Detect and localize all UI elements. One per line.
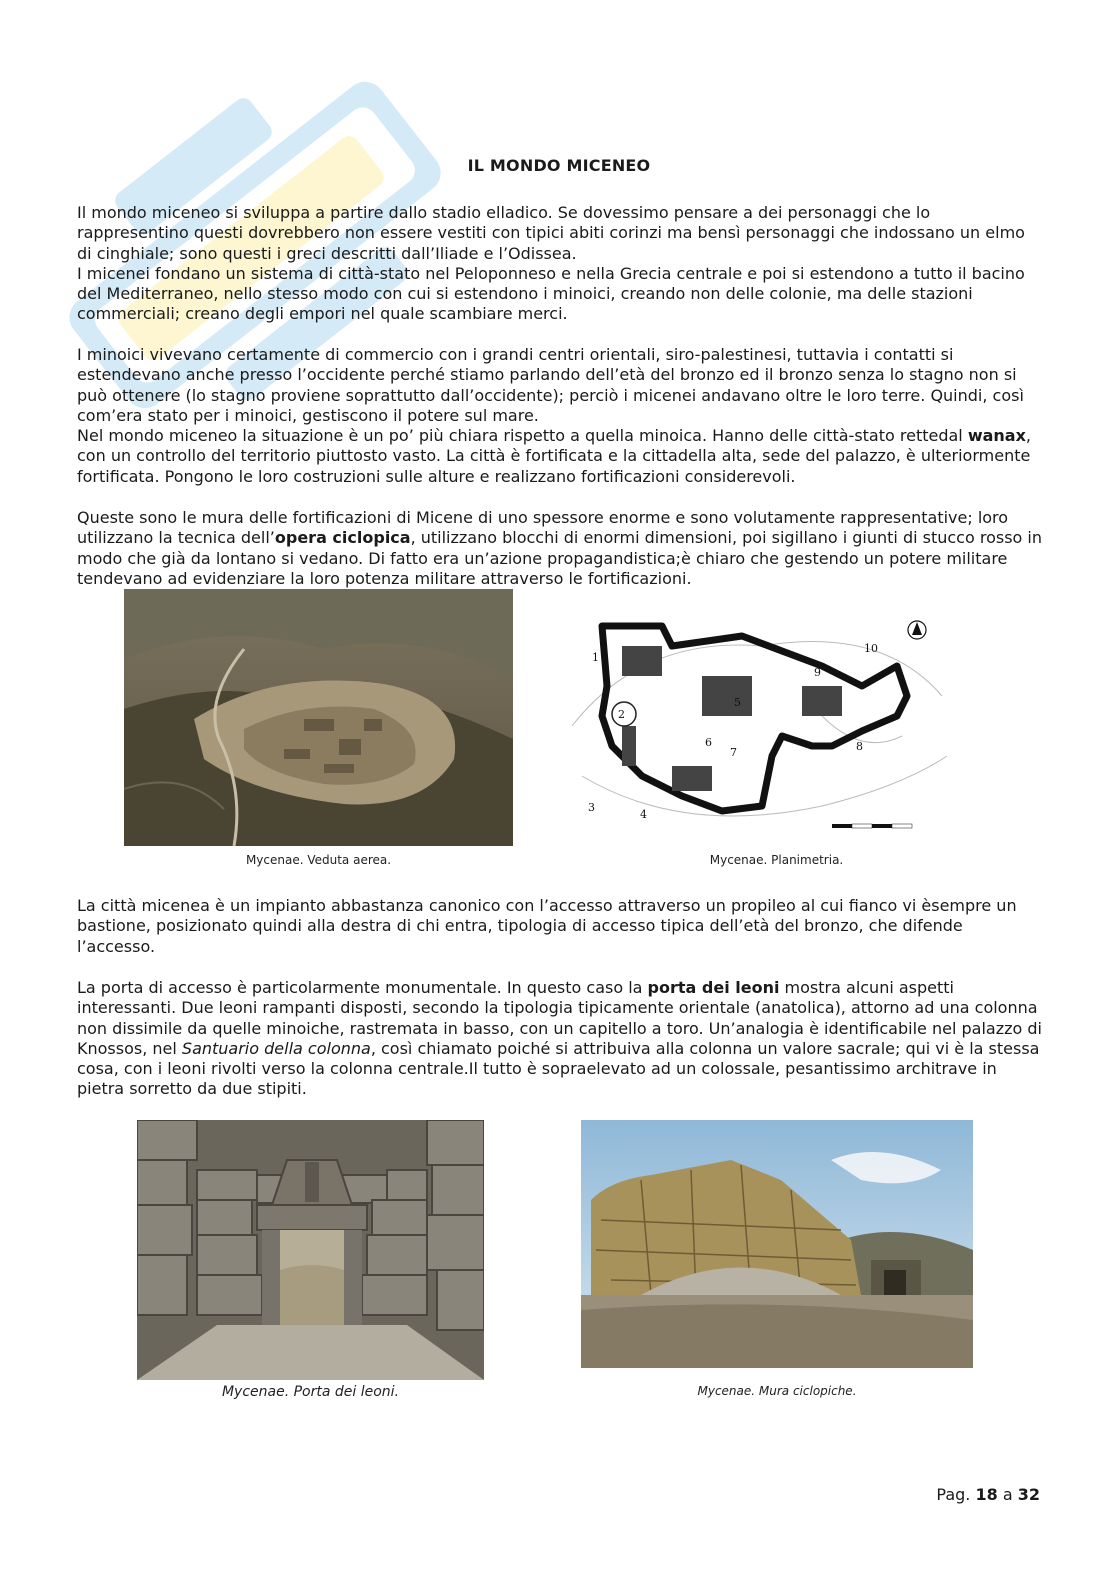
plan-number-3: 3 bbox=[588, 801, 595, 814]
paragraph-intro bbox=[77, 203, 1042, 325]
paragraph-wanax-c: , con un controllo del territorio piuttosto vasto. La città è fortificata e la cittadella alta, sede del palazzo, è ulteriormente fortificata. Pongono le loro costruzioni sulle alture e realizzano fortificazioni considerevoli. bbox=[77, 426, 1032, 486]
plan-number-7: 7 bbox=[730, 746, 737, 759]
paragraph-wanax-a: Nel mondo miceneo la situazione è un po’ più chiara rispetto a quella minoica. Hanno delle città-stato rettedal bbox=[77, 426, 968, 446]
paragraph-gate-c: mostra alcuni aspetti interessanti. Due leoni rampanti disposti, secondo la tipologia tipicamente orientale (anatolica), attorno ad una colonna non dissimile da quelle minoiche, rastremata in basso, con un capitello a toro. Un’analogia è identificabile nel palazzo di Knossos, nel bbox=[77, 978, 1042, 1058]
paragraph-gate bbox=[77, 978, 1042, 1100]
caption-cyclopean-walls: Mycenae. Mura ciclopiche. bbox=[697, 1384, 857, 1398]
page-number-current: 18 bbox=[975, 1485, 998, 1504]
paragraph-gate-e: , così chiamato poiché si attribuiva alla colonna un valore sacrale; qui vi è la stessa cosa, con i leoni rivolti verso la colonna centrale.Il tutto è sopraelevato ad un colossale, pesantissimo architrave in pietra sorretto da due stipiti. bbox=[77, 1038, 1040, 1099]
page-number-total: 32 bbox=[1017, 1485, 1040, 1504]
paragraph-gate-a: La porta di accesso è particolarmente monumentale. In questo caso la bbox=[77, 978, 648, 997]
term-wanax: wanax bbox=[967, 426, 1026, 446]
plan-drawing bbox=[562, 606, 955, 845]
term-santuario-della-colonna: Santuario della colonna bbox=[181, 1038, 371, 1058]
plan-number-1: 1 bbox=[592, 651, 599, 664]
page-number-sep: a bbox=[1002, 1485, 1013, 1504]
plan-number-9: 9 bbox=[814, 666, 821, 679]
term-opera-ciclopica: opera ciclopica bbox=[274, 528, 411, 548]
caption-plan: Mycenae. Planimetria. bbox=[709, 853, 844, 867]
term-porta-dei-leoni: porta dei leoni bbox=[647, 978, 780, 997]
plan-number-5: 5 bbox=[734, 696, 741, 709]
plan-number-6: 6 bbox=[705, 736, 712, 749]
paragraph-trade bbox=[77, 345, 1042, 487]
plan-number-8: 8 bbox=[856, 740, 863, 753]
paragraph-walls-c: , utilizzano blocchi di enormi dimensioni, poi sigillano i giunti di stucco rosso in modo che già da lontano si vedano. Di fatto era un’azione propagandistica;è chiaro che gestendo un potere militare tendevano ad evidenziare la loro potenza militare attraverso le fortificazioni. bbox=[77, 528, 1042, 588]
paragraph-citystates-text: I micenei fondano un sistema di città-stato nel Peloponneso e nella Grecia centrale e poi si estendono a tutto il bacino del Mediterraneo, nello stesso modo con cui si estendono i minoici, creando non delle colonie, ma delle stazioni commerciali; creano degli empori nel quale scambiare merci. bbox=[77, 263, 1025, 324]
paragraph-access-text: La città micenea è un impianto abbastanza canonico con l’accesso attraverso un propileo al cui fianco vi èsempre un bastione, posizionato quindi alla destra di chi entra, tipologia di accesso tipica dell’età del bronzo, che difende l’accesso. bbox=[77, 896, 1017, 956]
page-number-prefix: Pag. bbox=[936, 1485, 971, 1504]
plan-number-10: 10 bbox=[864, 642, 878, 655]
caption-aerial: Mycenae. Veduta aerea. bbox=[245, 853, 392, 867]
scale-bar-icon bbox=[832, 824, 912, 828]
paragraph-walls-a: Queste sono le mura delle fortificazioni di Micene di uno spessore enorme e sono volutamente rappresentative; loro utilizzano la tecnica dell’ bbox=[77, 508, 1009, 548]
plan-number-2: 2 bbox=[618, 708, 625, 721]
plan-number-4: 4 bbox=[640, 808, 647, 821]
page-number bbox=[0, 1485, 1040, 1504]
aerial-view-image bbox=[124, 589, 513, 846]
page-title: IL MONDO MICENEO bbox=[467, 156, 651, 175]
cyclopean-walls-image bbox=[581, 1120, 973, 1368]
caption-lion-gate: Mycenae. Porta dei leoni. bbox=[221, 1384, 400, 1400]
lion-gate-image bbox=[137, 1120, 484, 1380]
paragraph-intro-text: Il mondo miceneo si sviluppa a partire dallo stadio elladico. Se dovessimo pensare a dei personaggi che lo rappresentino questi dovrebbero non essere vestiti con tipici abiti corinzi ma bensì personaggi che indossano un elmo di cinghiale; sono questi i greci descritti dall’Iliade e l’Odissea. bbox=[77, 203, 1025, 263]
paragraph-walls bbox=[77, 508, 1042, 589]
paragraph-trade-text: I minoici vivevano certamente di commercio con i grandi centri orientali, siro-palestinesi, tuttavia i contatti si estendevano anche presso l’occidente perché stiamo parlando dell’età del bronzo ed il bronzo senza lo stagno non si può ottenere (lo stagno proviene soprattutto dall’occidente); perciò i micenei andavano oltre le loro terre. Quindi, così com’era stato per i minoici, gestiscono il potere sul mare. bbox=[77, 345, 1024, 425]
paragraph-access bbox=[77, 896, 1042, 957]
